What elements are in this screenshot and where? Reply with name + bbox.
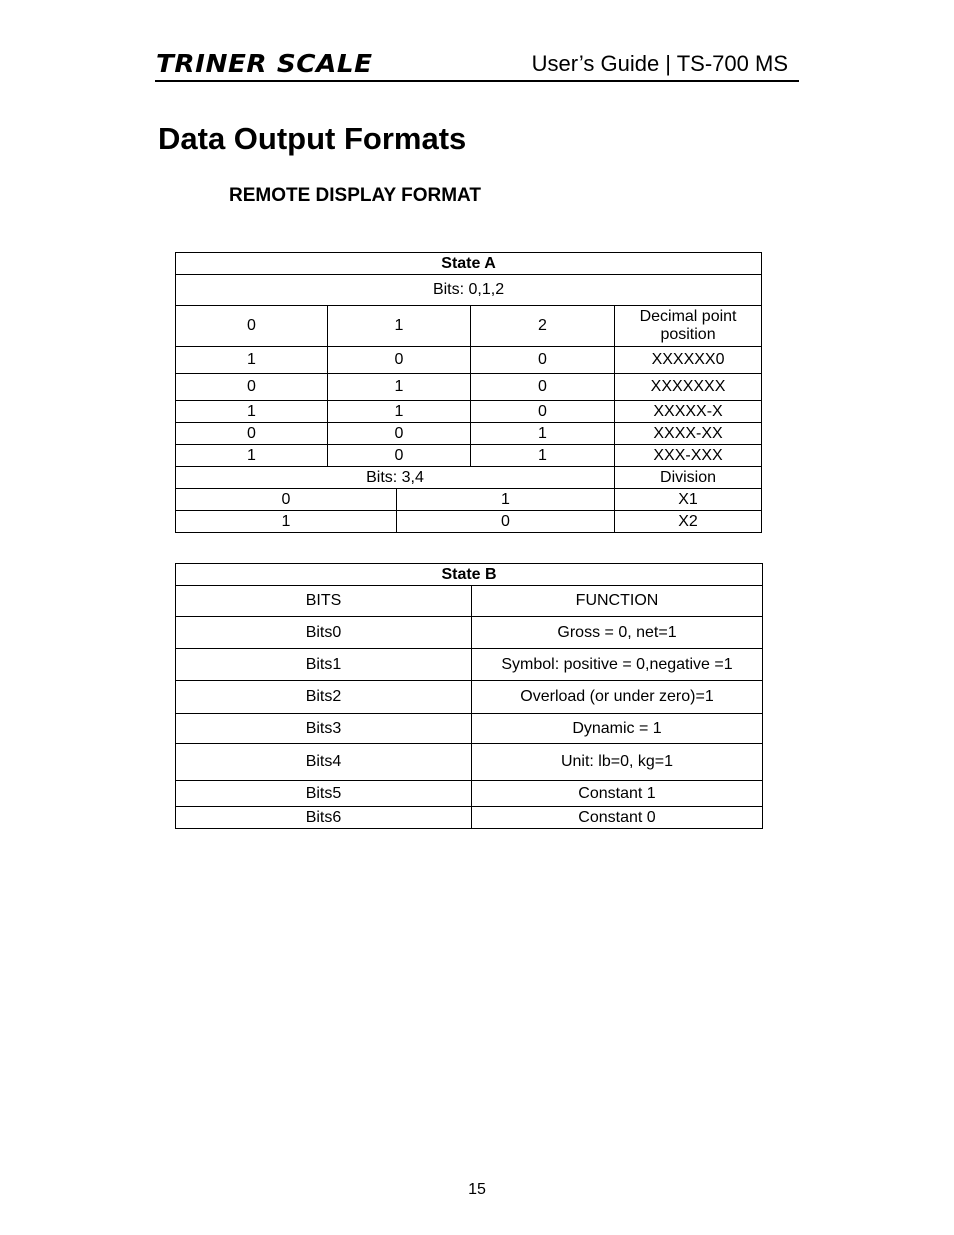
table-cell: 0 [397,511,615,533]
table-cell: 1 [176,445,328,467]
table-row [176,489,762,511]
table-cell: 0 [176,423,328,445]
table-row [176,744,763,781]
state-b-table [175,563,763,829]
table-cell: Bits3 [176,714,472,744]
table-cell: 0 [328,445,471,467]
table-cell: X2 [615,511,762,533]
table-cell: Bits1 [176,649,472,681]
table-cell: 1 [328,374,471,401]
table-cell: Constant 0 [472,807,763,829]
column-header-bits: BITS [176,586,472,617]
table-row [176,617,763,649]
table-row [176,807,763,829]
table-cell: 0 [328,347,471,374]
table-cell: 0 [471,401,615,423]
table-cell: Bits0 [176,617,472,649]
bits-34-label: Bits: 3,4 [176,467,615,489]
table-cell: 0 [471,374,615,401]
table-cell: XXX-XXX [615,445,762,467]
table-row [176,649,763,681]
column-header-function: FUNCTION [472,586,763,617]
table-cell: 0 [328,423,471,445]
table-row [176,681,763,714]
column-header: 1 [328,306,471,347]
column-header: 2 [471,306,615,347]
table-cell: Overload (or under zero)=1 [472,681,763,714]
page-title: Data Output Formats [158,121,467,156]
table-row [176,423,762,445]
table-cell: Unit: lb=0, kg=1 [472,744,763,781]
section-title: REMOTE DISPLAY FORMAT [229,185,481,206]
table-cell: 0 [471,347,615,374]
table-cell: Gross = 0, net=1 [472,617,763,649]
table-cell: X1 [615,489,762,511]
table-cell: XXXX-XX [615,423,762,445]
table-row [176,401,762,423]
division-header-row [176,467,762,489]
table-cell: Symbol: positive = 0,negative =1 [472,649,763,681]
table-row [176,374,762,401]
table-row [176,347,762,374]
bits-012-label: Bits: 0,1,2 [176,275,762,306]
table-cell: 1 [397,489,615,511]
table-row [176,445,762,467]
table-cell: 1 [176,347,328,374]
table-cell: Constant 1 [472,781,763,807]
state-a-table [175,252,762,533]
table-cell: 1 [471,445,615,467]
table-cell: XXXXXX0 [615,347,762,374]
page-number: 15 [468,1181,486,1198]
table-cell: XXXXX-X [615,401,762,423]
table-cell: Bits5 [176,781,472,807]
table-row [176,714,763,744]
table-row [176,781,763,807]
brand-logo: TRINER SCALE [156,49,373,78]
table-row [176,511,762,533]
table-cell: XXXXXXX [615,374,762,401]
table-cell: Bits6 [176,807,472,829]
table-cell: 0 [176,374,328,401]
column-header: 0 [176,306,328,347]
table-cell: 1 [176,511,397,533]
table-cell: 0 [176,489,397,511]
state-b-column-header [176,586,763,617]
table-cell: 1 [471,423,615,445]
table-cell: Bits4 [176,744,472,781]
page-header [155,46,799,82]
division-label: Division [615,467,762,489]
state-a-title: State A [176,253,762,275]
table-cell: 1 [328,401,471,423]
table-cell: 1 [176,401,328,423]
table-cell: Dynamic = 1 [472,714,763,744]
state-a-column-header [176,306,762,347]
guide-title: User’s Guide | TS-700 MS [531,51,788,76]
column-header: Decimal point position [615,306,762,347]
table-cell: Bits2 [176,681,472,714]
state-b-title: State B [176,564,763,586]
